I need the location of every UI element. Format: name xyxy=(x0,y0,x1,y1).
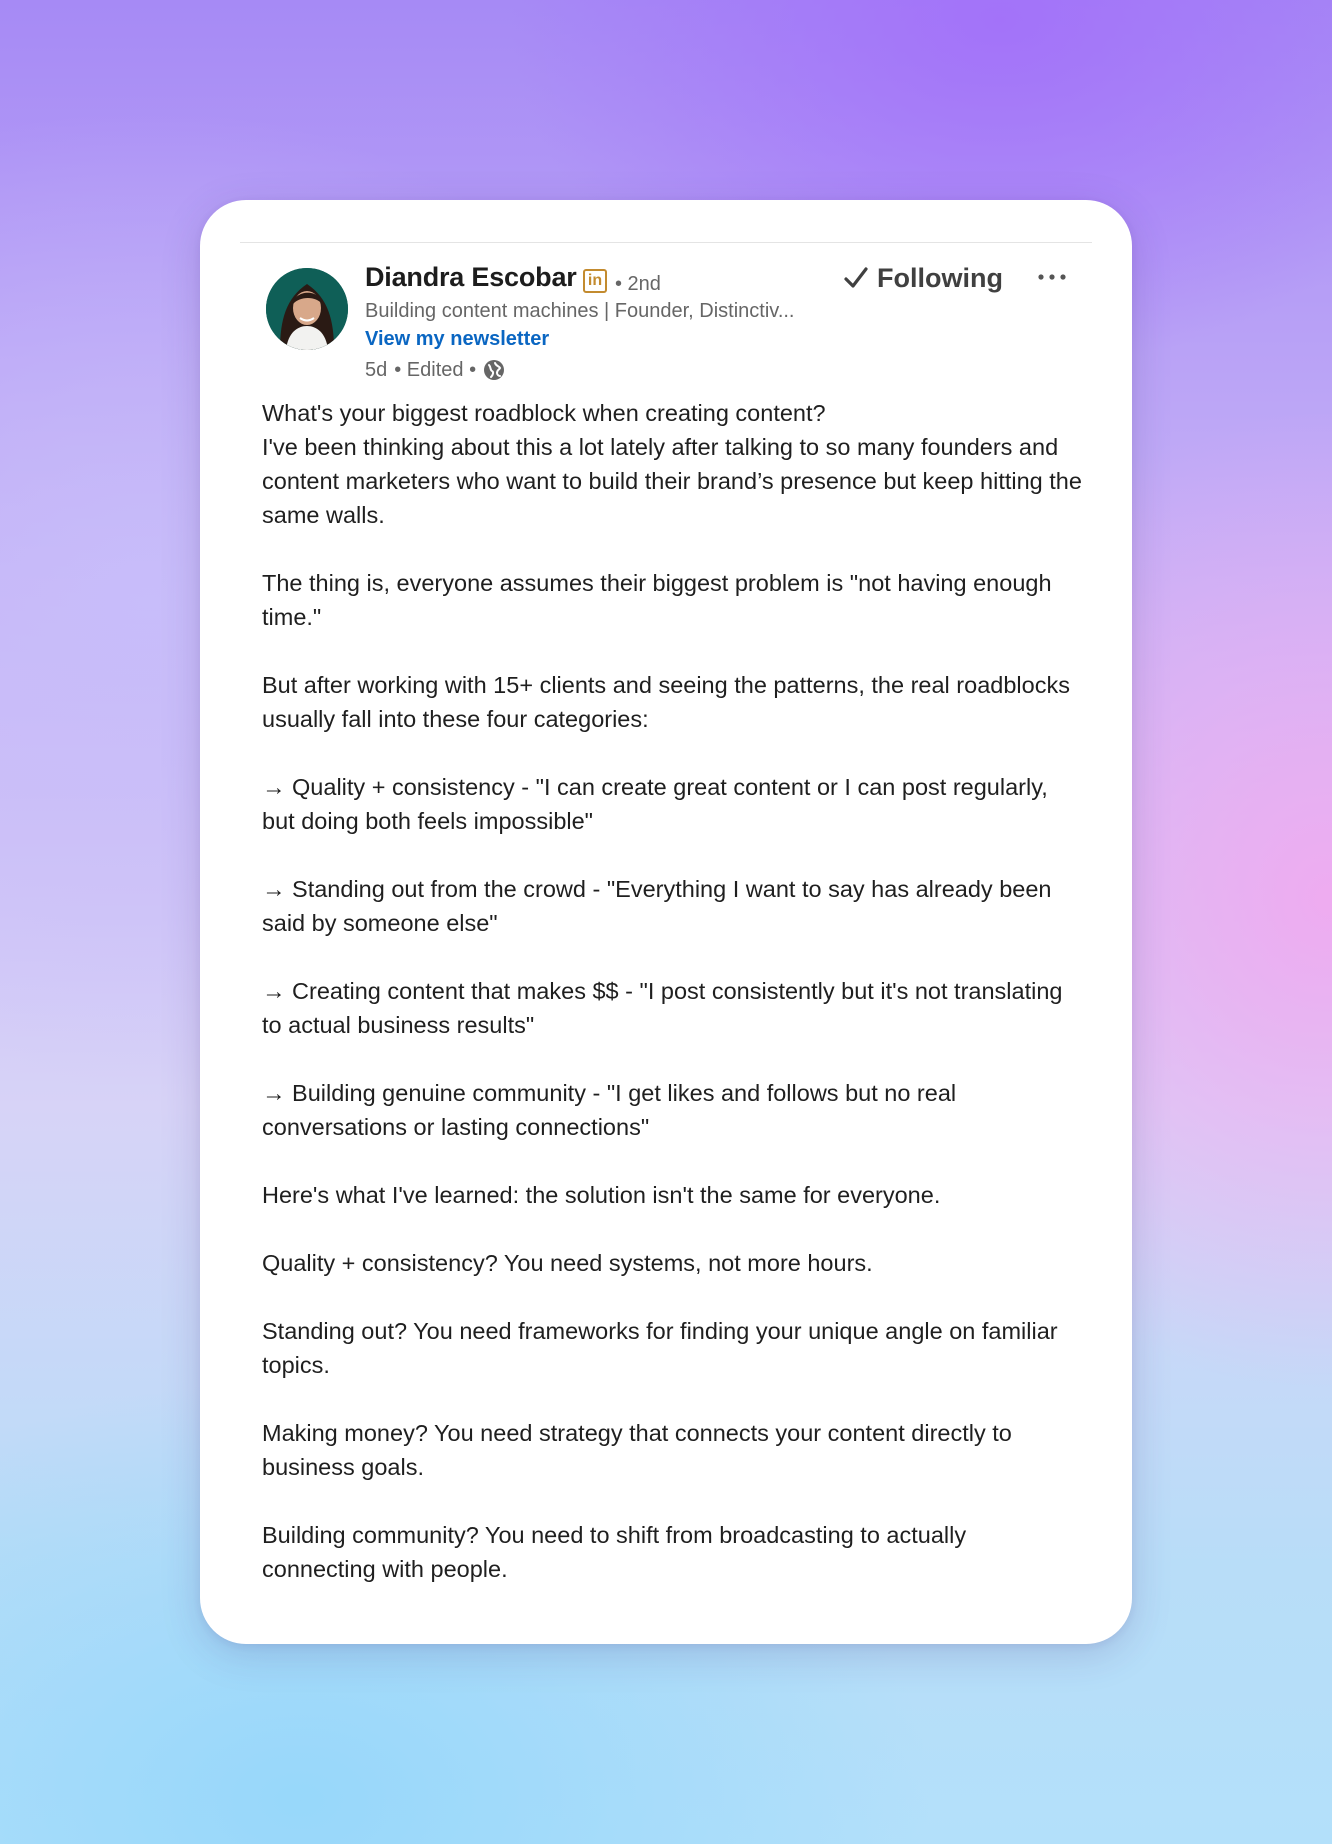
post-paragraph: Standing out? You need frameworks for finding your unique angle on familiar topics. xyxy=(262,1318,1065,1378)
paragraph-gap xyxy=(262,634,1082,668)
top-divider xyxy=(240,242,1092,243)
following-button[interactable] xyxy=(843,260,1003,296)
paragraph-gap xyxy=(262,940,1082,974)
paragraph-gap xyxy=(262,1280,1082,1314)
paragraph-gap xyxy=(262,1144,1082,1178)
post-paragraph: But after working with 15+ clients and seeing the patterns, the real roadblocks usually fall into these four categories: xyxy=(262,672,1077,732)
post-paragraph: I've been thinking about this a lot lately after talking to so many founders and content marketers who want to build their brand’s presence but keep hitting the same walls. xyxy=(262,434,1089,528)
post-paragraph: Building community? You need to shift from broadcasting to actually connecting with people. xyxy=(262,1522,973,1582)
view-newsletter-link[interactable]: View my newsletter xyxy=(365,328,550,350)
post-timestamp: 5d xyxy=(365,358,388,381)
paragraph-gap xyxy=(262,1382,1082,1416)
author-avatar[interactable] xyxy=(266,268,348,350)
post-paragraph: Quality + consistency? You need systems, not more hours. xyxy=(262,1250,873,1276)
more-options-button[interactable] xyxy=(1032,262,1072,292)
post-paragraph: Here's what I've learned: the solution isn't the same for everyone. xyxy=(262,1182,941,1208)
paragraph-gap xyxy=(262,1212,1082,1246)
person-avatar-icon xyxy=(266,268,348,350)
post-edited-label: • Edited • xyxy=(394,358,477,381)
author-name[interactable]: Diandra Escobar xyxy=(365,262,577,292)
paragraph-gap xyxy=(262,838,1082,872)
paragraph-gap xyxy=(262,1484,1082,1518)
post-card xyxy=(200,200,1132,1644)
post-paragraph: → Creating content that makes $$ - "I post consistently but it's not translating to actual business results" xyxy=(262,978,1070,1038)
author-headline: Building content machines | Founder, Distinctiv... xyxy=(365,300,795,322)
paragraph-gap xyxy=(262,736,1082,770)
more-horizontal-icon xyxy=(1037,273,1067,281)
post-paragraph: → Quality + consistency - "I can create great content or I can post regularly, but doing both feels impossible" xyxy=(262,774,1055,834)
globe-icon xyxy=(482,358,506,382)
connection-degree: • 2nd xyxy=(615,273,661,295)
post-meta xyxy=(365,357,506,383)
post-paragraph: → Standing out from the crowd - "Everything I want to say has already been said by someone else" xyxy=(262,876,1059,936)
checkmark-icon xyxy=(843,265,869,291)
following-label: Following xyxy=(877,262,1003,293)
linkedin-premium-badge: in xyxy=(583,269,607,293)
post-body xyxy=(262,396,1089,1586)
post-paragraph: The thing is, everyone assumes their biggest problem is "not having enough time." xyxy=(262,570,1059,630)
post-paragraph: What's your biggest roadblock when creating content? xyxy=(262,400,826,426)
post-paragraph: → Building genuine community - "I get likes and follows but no real conversations or lasting connections" xyxy=(262,1080,963,1140)
post-paragraph: Making money? You need strategy that connects your content directly to business goals. xyxy=(262,1420,1019,1480)
paragraph-gap xyxy=(262,1042,1082,1076)
paragraph-gap xyxy=(262,532,1082,566)
